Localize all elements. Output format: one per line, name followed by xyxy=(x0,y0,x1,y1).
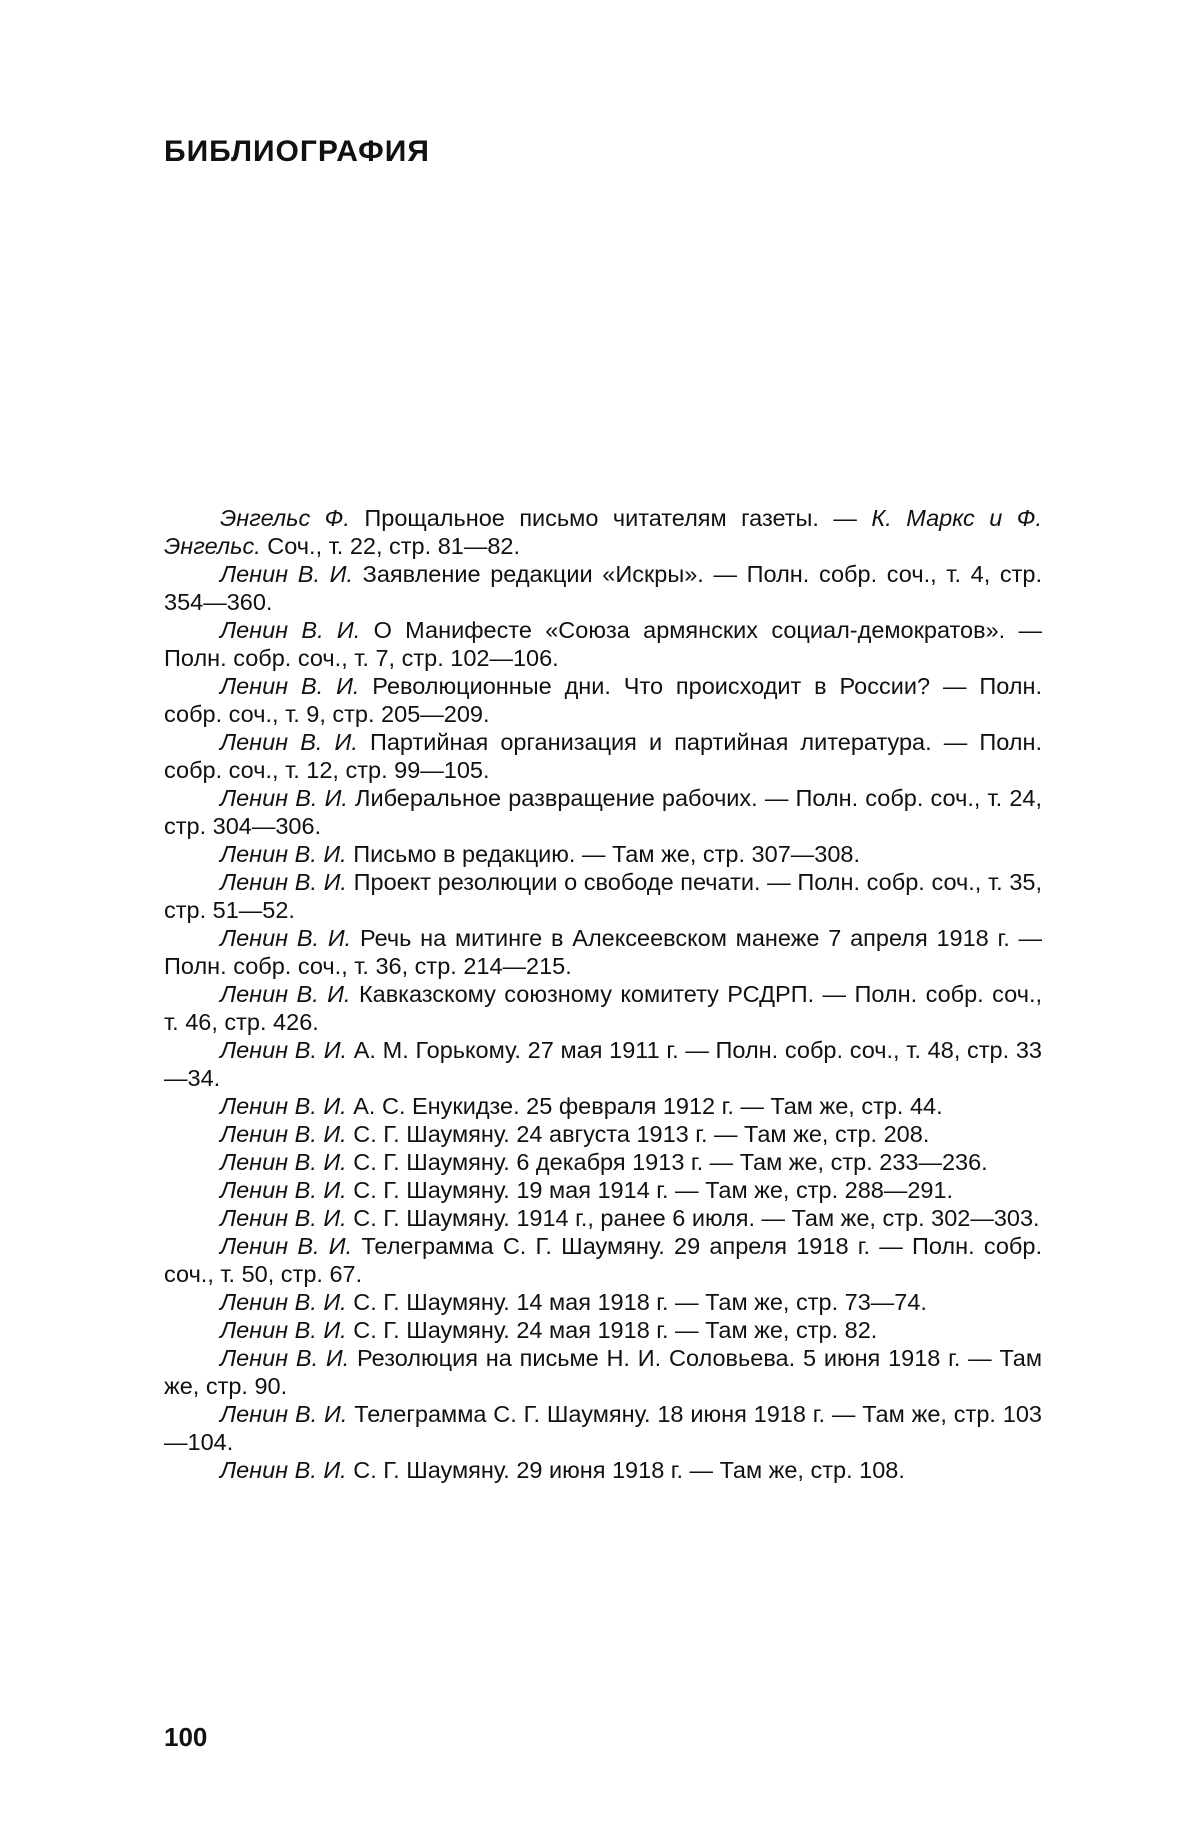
entry-author: Ленин В. И. xyxy=(220,673,360,699)
entry-author: Ленин В. И. xyxy=(220,1093,347,1119)
entry-text: С. Г. Шаумяну. 24 мая 1918 г. — Там же, стр. 82. xyxy=(346,1317,878,1343)
entry-author: Ленин В. И. xyxy=(220,981,351,1007)
bibliography-entry xyxy=(164,1288,1042,1316)
entry-author: Ленин В. И. xyxy=(220,1121,347,1147)
bibliography-entry xyxy=(164,1092,1042,1120)
entry-text: Партийная организация и партийная литература. — Полн. собр. соч., т. 12, стр. 99—105. xyxy=(164,729,1043,783)
entry-text: С. Г. Шаумяну. 24 августа 1913 г. — Там же, стр. 208. xyxy=(346,1121,930,1147)
entry-author: Ленин В. И. xyxy=(220,925,352,951)
entry-text: С. Г. Шаумяну. 19 мая 1914 г. — Там же, стр. 288—291. xyxy=(346,1177,954,1203)
bibliography-entry xyxy=(164,784,1042,840)
entry-author: Ленин В. И. xyxy=(220,1233,353,1259)
bibliography-entry xyxy=(164,1400,1042,1456)
bibliography-entry xyxy=(164,1204,1042,1232)
entry-author: Ленин В. И. xyxy=(220,1345,350,1371)
entry-author: Ленин В. И. xyxy=(220,617,361,643)
entry-text: А. С. Енукидзе. 25 февраля 1912 г. — Там же, стр. 44. xyxy=(346,1093,943,1119)
bibliography-entry xyxy=(164,616,1042,672)
entry-author: Ленин В. И. xyxy=(220,1457,347,1483)
entry-author: Ленин В. И. xyxy=(220,1205,347,1231)
entry-author: Ленин В. И. xyxy=(220,1037,348,1063)
entry-text: А. М. Горькому. 27 мая 1911 г. — Полн. собр. соч., т. 48, стр. 33—34. xyxy=(164,1037,1042,1091)
entry-text: Проект резолюции о свободе печати. — Полн. собр. соч., т. 35, стр. 51—52. xyxy=(164,869,1042,923)
bibliography-entry xyxy=(164,560,1042,616)
entry-text: С. Г. Шаумяну. 14 мая 1918 г. — Там же, стр. 73—74. xyxy=(346,1289,927,1315)
entry-text: Речь на митинге в Алексеевском манеже 7 апреля 1918 г. — Полн. собр. соч., т. 36, стр. 214—215. xyxy=(164,925,1042,979)
entry-author: Ленин В. И. xyxy=(220,561,353,587)
bibliography-entry xyxy=(164,1456,1042,1484)
bibliography-entry xyxy=(164,980,1042,1036)
entry-text: Телеграмма С. Г. Шаумяну. 18 июня 1918 г. — Там же, стр. 103—104. xyxy=(164,1401,1042,1455)
bibliography-entry xyxy=(164,924,1042,980)
entry-author: Ленин В. И. xyxy=(220,841,347,867)
entry-text: Либеральное развращение рабочих. — Полн. собр. соч., т. 24, стр. 304—306. xyxy=(164,785,1042,839)
entry-text: Революционные дни. Что происходит в России? — Полн. собр. соч., т. 9, стр. 205—209. xyxy=(164,673,1042,727)
page-title: БИБЛИОГРАФИЯ xyxy=(164,135,430,168)
entry-author: Ленин В. И. xyxy=(220,1289,347,1315)
entry-text: С. Г. Шаумяну. 1914 г., ранее 6 июля. — Там же, стр. 302—303. xyxy=(346,1205,1040,1231)
bibliography-entry xyxy=(164,1176,1042,1204)
entry-text: Телеграмма С. Г. Шаумяну. 29 апреля 1918 г. — Полн. собр. соч., т. 50, стр. 67. xyxy=(164,1233,1042,1287)
entry-text: С. Г. Шаумяну. 29 июня 1918 г. — Там же, стр. 108. xyxy=(346,1457,905,1483)
bibliography-entry xyxy=(164,840,1042,868)
bibliography-entry xyxy=(164,868,1042,924)
entry-author: Ленин В. И. xyxy=(220,729,358,755)
bibliography-list xyxy=(164,504,1042,1484)
entry-author: Ленин В. И. xyxy=(220,869,347,895)
entry-author: Ленин В. И. xyxy=(220,1177,347,1203)
entry-author: Ленин В. И. xyxy=(220,1317,347,1343)
entry-author: Энгельс Ф. xyxy=(220,505,350,531)
entry-text: Прощальное письмо читателям газеты. — xyxy=(349,505,872,531)
entry-author: Ленин В. И. xyxy=(220,1401,348,1427)
page-number: 100 xyxy=(164,1722,208,1752)
bibliography-entry xyxy=(164,728,1042,784)
entry-text-secondary: Соч., т. 22, стр. 81—82. xyxy=(260,533,520,559)
entry-author: Ленин В. И. xyxy=(220,785,348,811)
bibliography-entry xyxy=(164,672,1042,728)
entry-text: О Манифесте «Союза армянских социал-демократов». — Полн. собр. соч., т. 7, стр. 102—106. xyxy=(164,617,1042,671)
bibliography-entry xyxy=(164,1036,1042,1092)
entry-author: Ленин В. И. xyxy=(220,1149,347,1175)
entry-text: Заявление редакции «Искры». — Полн. собр. соч., т. 4, стр. 354—360. xyxy=(164,561,1043,615)
bibliography-entry xyxy=(164,1316,1042,1344)
bibliography-entry xyxy=(164,1148,1042,1176)
bibliography-entry xyxy=(164,1120,1042,1148)
entry-author-secondary: К. Маркс и Ф. Энгельс. xyxy=(164,505,1042,559)
entry-text: Кавказскому союзному комитету РСДРП. — Полн. собр. соч., т. 46, стр. 426. xyxy=(164,981,1043,1035)
bibliography-entry xyxy=(164,504,1042,560)
bibliography-entry xyxy=(164,1344,1042,1400)
entry-text: С. Г. Шаумяну. 6 декабря 1913 г. — Там же, стр. 233—236. xyxy=(346,1149,988,1175)
entry-text: Письмо в редакцию. — Там же, стр. 307—308. xyxy=(346,841,861,867)
entry-text: Резолюция на письме Н. И. Соловьева. 5 июня 1918 г. — Там же, стр. 90. xyxy=(164,1345,1042,1399)
bibliography-entry xyxy=(164,1232,1042,1288)
